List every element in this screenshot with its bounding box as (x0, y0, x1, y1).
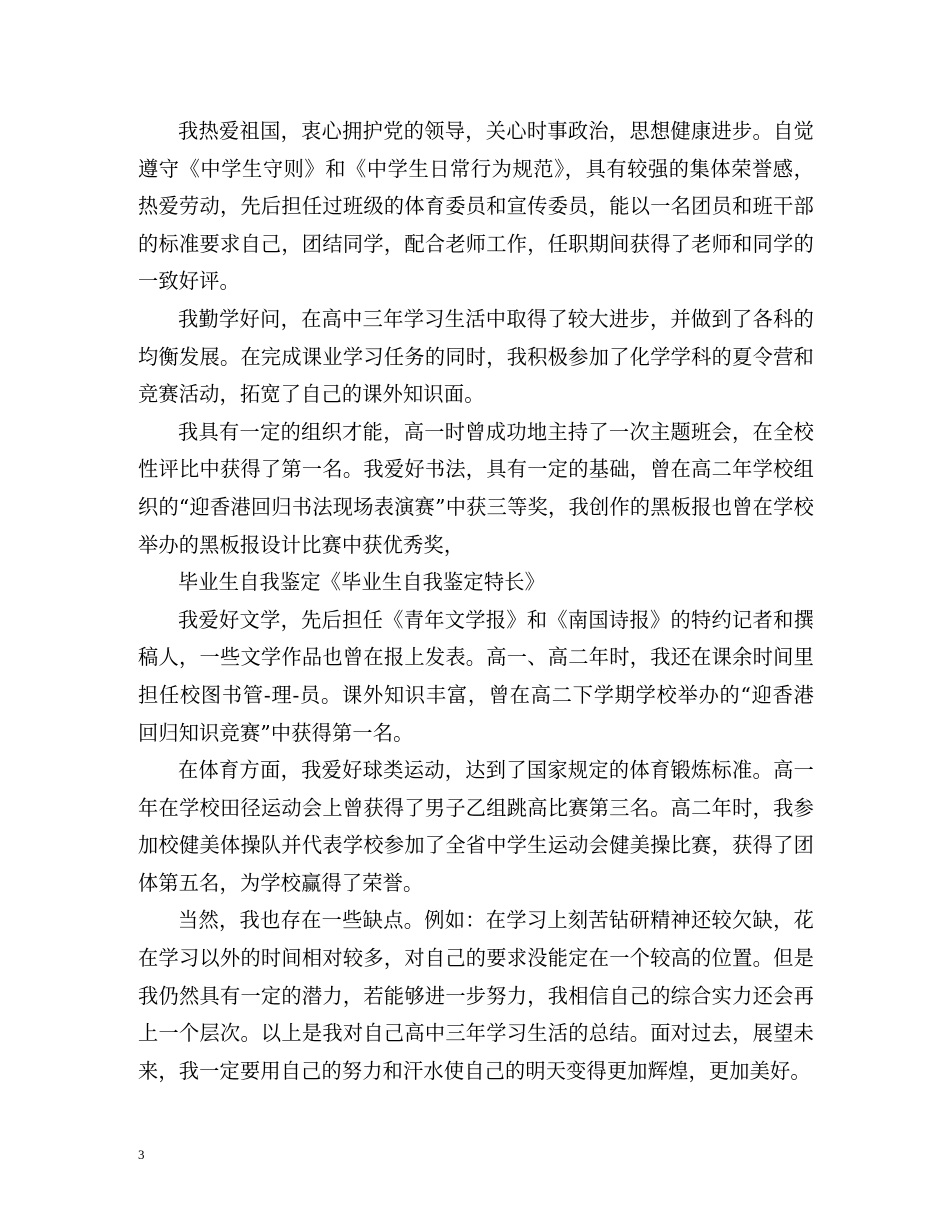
paragraph-patriotism: 我热爱祖国，衷心拥护党的领导，关心时事政治，思想健康进步。自觉遵守《中学生守则》和《中学生日常行为规范》，具有较强的集体荣誉感，热爱劳动，先后担任过班级的体育委员和宣传委员，能以一名团员和班干部的标准要求自己，团结同学，配合老师工作，任职期间获得了老师和同学的一致好评。 (138, 119, 814, 294)
document-body (138, 113, 814, 1090)
paragraph-organization: 我具有一定的组织才能，高一时曾成功地主持了一次主题班会，在全校性评比中获得了第一名。我爱好书法，具有一定的基础，曾在高二年学校组织的“迎香港回归书法现场表演赛”中获三等奖，我创作的黑板报也曾在学校举办的黑板报设计比赛中获优秀奖， (138, 419, 814, 557)
paragraph-literature: 我爱好文学，先后担任《青年文学报》和《南国诗报》的特约记者和撰稿人，一些文学作品也曾在报上发表。高一、高二年时，我还在课余时间里担任校图书管-理-员。课外知识丰富，曾在高二下学期学校举办的“迎香港回归知识竞赛”中获得第一名。 (138, 607, 814, 745)
paragraph-sports: 在体育方面，我爱好球类运动，达到了国家规定的体育锻炼标准。高一年在学校田径运动会上曾获得了男子乙组跳高比赛第三名。高二年时，我参加校健美体操队并代表学校参加了全省中学生运动会健美操比赛，获得了团体第五名，为学校赢得了荣誉。 (138, 758, 814, 895)
paragraph-section-heading: 毕业生自我鉴定《毕业生自我鉴定特长》 (178, 570, 545, 595)
paragraph-conclusion: 当然，我也存在一些缺点。例如：在学习上刻苦钻研精神还较欠缺，花在学习以外的时间相对较多，对自己的要求没能定在一个较高的位置。但是我仍然具有一定的潜力，若能够进一步努力，我相信自己的综合实力还会再上一个层次。以上是我对自己高中三年学习生活的总结。面对过去，展望未来，我一定要用自己的努力和汗水使自己的明天变得更加辉煌，更加美好。 (138, 908, 814, 1083)
paragraph-study: 我勤学好问，在高中三年学习生活中取得了较大进步，并做到了各科的均衡发展。在完成课业学习任务的同时，我积极参加了化学学科的夏令营和竞赛活动，拓宽了自己的课外知识面。 (138, 306, 814, 407)
page-number: 3 (138, 1147, 145, 1162)
